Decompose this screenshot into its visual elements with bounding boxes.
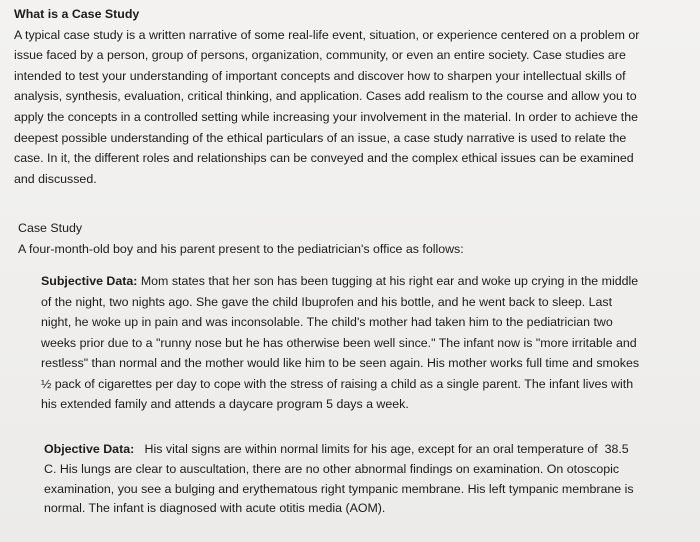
objective-paragraph [44,440,637,519]
intro-heading: What is a Case Study [14,7,140,21]
subjective-text: Mom states that her son has been tugging at his right ear and woke up crying in the middle of the night, two nights ago. She gave the child Ibuprofen and his bottle, and he went back to sleep. Last night, he woke up in pain and was inconsolable. The child's mother had taken him to the pediatrician two weeks prior due to a "runny nose but he has otherwise been well since." The infant now is "more irritable and restless" than normal and the mother would like him to be seen again. His mother works full time and smokes ½ pack of cigarettes per day to cope with the stress of raising a child as a single parent. The infant lives with his extended family and attends a daycare program 5 days a week. [41,274,640,411]
objective-text: His vital signs are within normal limits for his age, except for an oral temperature of 38.5 C. His lungs are clear to auscultation, there are no other abnormal findings on examination. On otoscopic examination, you see a bulging and erythematous right tympanic membrane. His left tympanic membrane is normal. The infant is diagnosed with acute otitis media (AOM). [44,442,637,516]
case-study-section [18,218,658,259]
subjective-data-section [41,271,641,415]
case-study-heading: Case Study [18,221,83,235]
intro-paragraph: A typical case study is a written narrative of some real-life event, situation, or experience centered on a problem or issue faced by a person, group of persons, organization, community, or even an entire society. Case studies are intended to test your understanding of important concepts and discover how to sharpen your intellectual skills of analysis, synthesis, evaluation, critical thinking, and application. Cases add realism to the course and allow you to apply the concepts in a controlled setting while increasing your involvement in the material. In order to achieve the deepest possible understanding of the ethical particulars of an issue, a case study narrative is used to relate the case. In it, the different roles and relationships can be conveyed and the complex ethical issues can be examined and discussed. [14,27,640,186]
case-study-intro: A four-month-old boy and his parent present to the pediatrician's office as follows: [18,241,464,256]
intro-section [14,4,654,189]
objective-data-section [44,440,637,519]
objective-label: Objective Data: [44,442,135,456]
subjective-label: Subjective Data: [41,274,138,288]
subjective-paragraph [41,271,641,415]
